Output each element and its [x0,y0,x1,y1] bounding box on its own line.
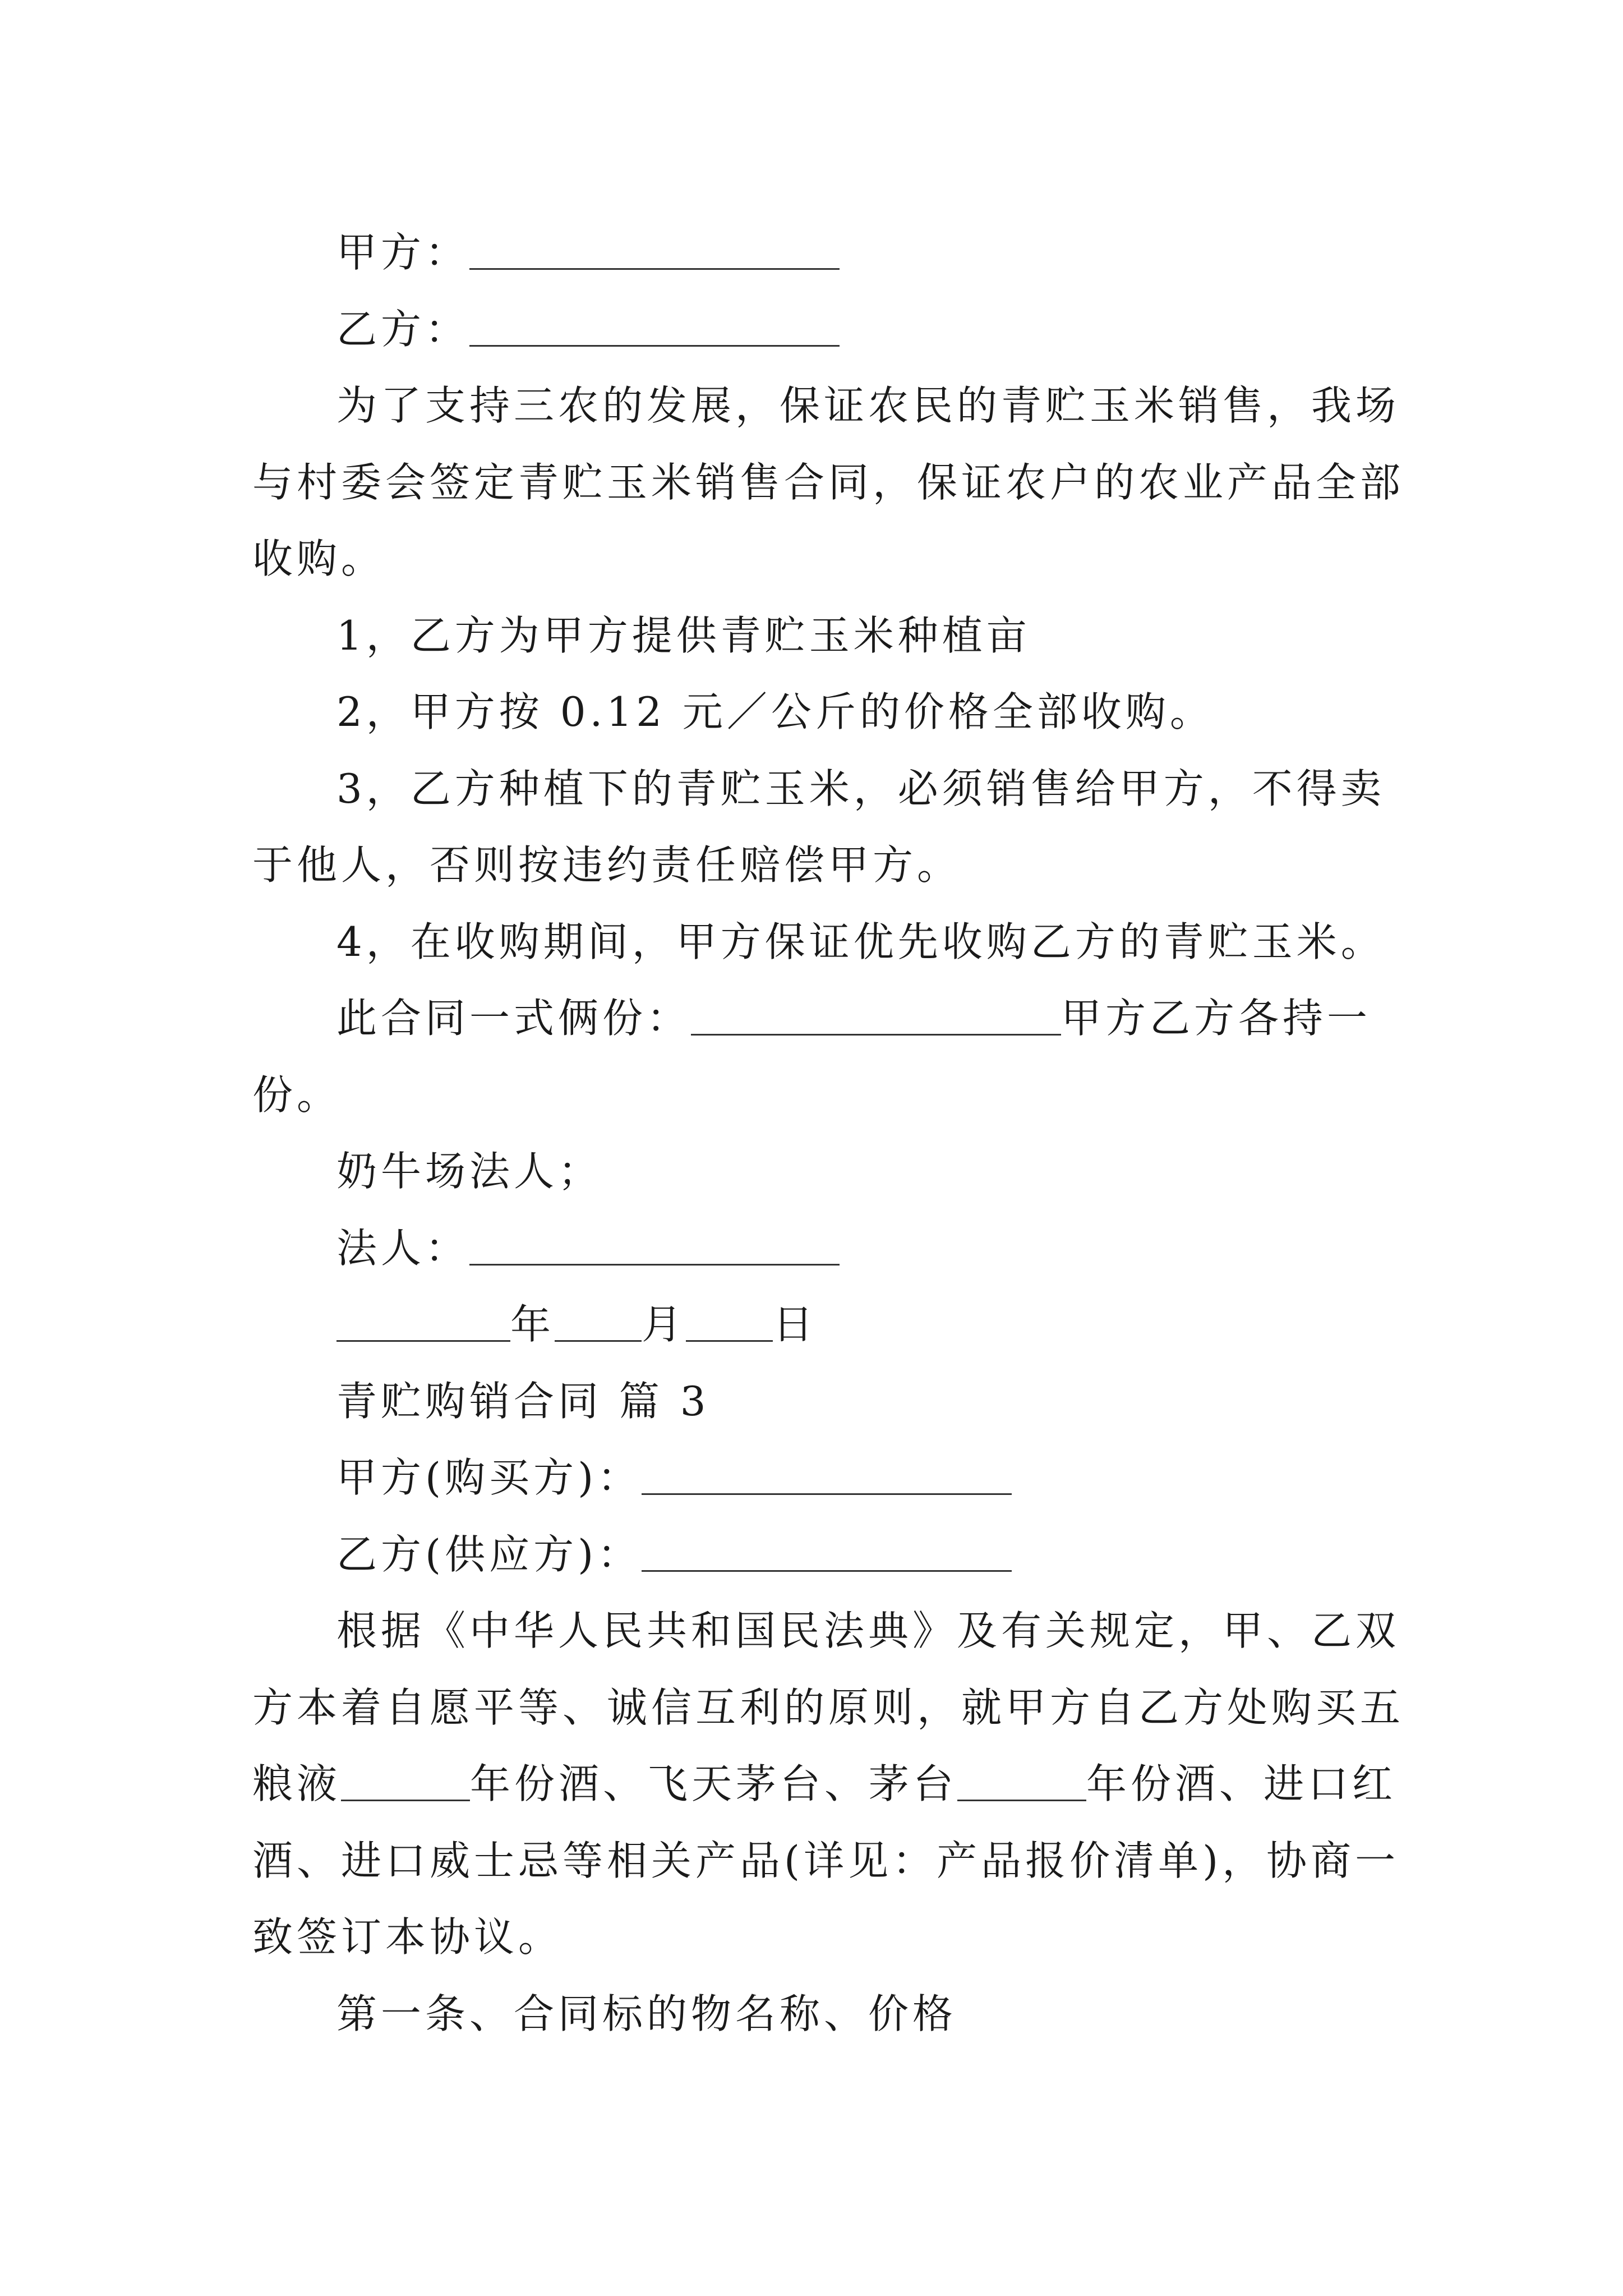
clause-3-line-2: 于他人，否则按违约责任赔偿甲方。 [252,841,962,889]
year-label: 年 [510,1301,555,1348]
basis-line-5: 致签订本协议。 [252,1913,563,1961]
clause-1: 1，乙方为甲方提供青贮玉米种植亩 [336,612,1031,659]
intro-line-2: 与村委会签定青贮玉米销售合同，保证农户的农业产品全部 [252,459,1405,506]
clause-4: 4，在收购期间，甲方保证优先收购乙方的青贮玉米。 [336,918,1385,965]
day-blank[interactable] [686,1300,773,1342]
party-b-blank[interactable] [469,305,840,347]
legal-person-blank[interactable] [469,1223,840,1266]
basis-line-2: 方本着自愿平等、诚信互利的原则，就甲方自乙方处购买五 [252,1684,1405,1731]
party-a-blank[interactable] [469,228,840,270]
buyer-line [336,1450,1396,1506]
buyer-label: 甲方(购买方)： [336,1454,642,1501]
legal-person-label: 法人： [336,1225,470,1272]
basis-line-1: 根据《中华人民共和国民法典》及有关规定，甲、乙双 [336,1607,1400,1654]
party-a-label: 甲方： [336,229,470,276]
wuliangye-year-blank[interactable] [341,1759,470,1801]
month-label: 月 [642,1301,686,1348]
article-1-heading: 第一条、合同标的物名称、价格 [336,1990,957,2037]
legal-person-line [336,1220,1396,1276]
buyer-blank[interactable] [642,1453,1012,1495]
section-title: 青贮购销合同 篇 3 [336,1378,710,1425]
date-line [336,1296,1396,1352]
basis-line-3-a: 粮液 [252,1760,342,1807]
intro-line-1: 为了支持三农的发展，保证农民的青贮玉米销售，我场 [336,382,1400,429]
copies-line-1 [336,990,1396,1046]
month-blank[interactable] [555,1300,642,1342]
clause-2: 2，甲方按 0.12 元／公斤的价格全部收购。 [336,688,1214,735]
basis-line-3-c: 年份酒、进口红 [1086,1760,1397,1807]
basis-line-4: 酒、进口威士忌等相关产品(详见：产品报价清单)，协商一 [252,1837,1400,1884]
supplier-line [336,1526,1396,1582]
party-b-label: 乙方： [336,306,470,353]
party-b-line [336,301,1396,357]
maotai-year-blank[interactable] [957,1759,1086,1801]
copies-blank[interactable] [691,993,1061,1036]
supplier-label: 乙方(供应方)： [336,1531,642,1578]
copies-prefix: 此合同一式俩份： [336,995,691,1042]
copies-line-2: 份。 [252,1071,342,1119]
copies-suffix: 甲方乙方各持一 [1061,995,1372,1042]
intro-line-3: 收购。 [252,535,386,582]
dairy-legal-line: 奶牛场法人； [336,1148,603,1195]
clause-3-line-1: 3，乙方种植下的青贮玉米，必须销售给甲方，不得卖 [336,765,1385,812]
basis-line-3 [252,1756,1396,1812]
year-blank[interactable] [336,1300,510,1342]
basis-line-3-b: 年份酒、飞天茅台、茅台 [470,1760,958,1807]
supplier-blank[interactable] [642,1530,1012,1572]
day-label: 日 [773,1301,818,1348]
party-a-line [336,224,1396,280]
